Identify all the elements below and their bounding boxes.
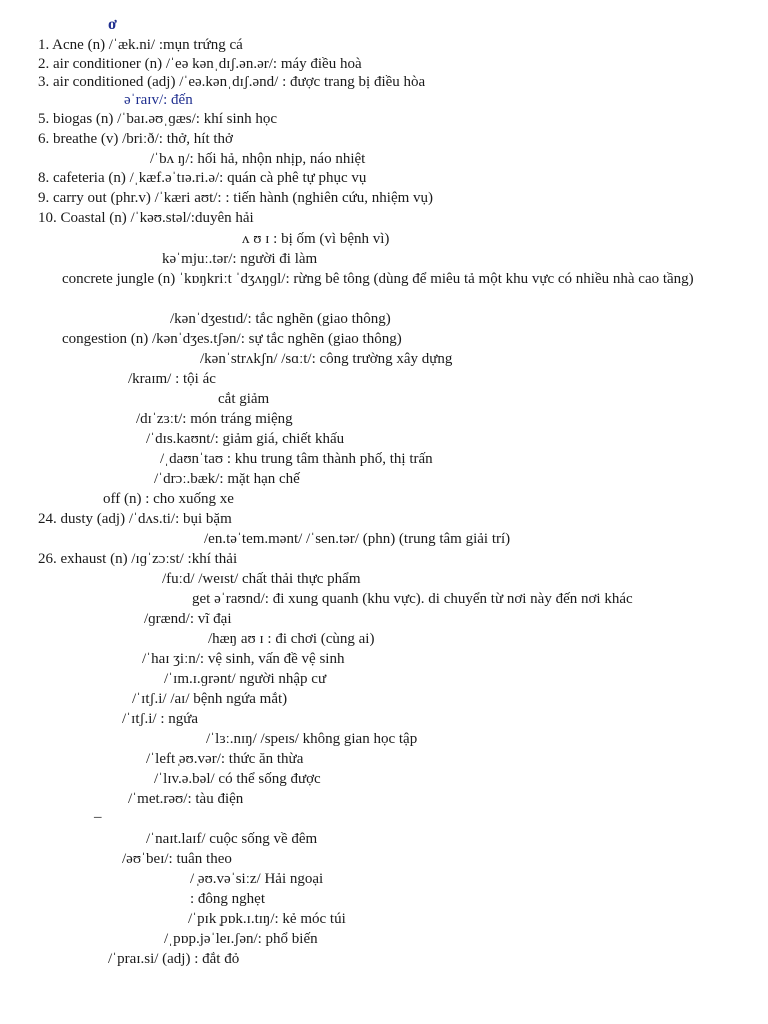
- vocab-entry: /ˈɪm.ɪ.ɡrənt/ người nhập cư: [164, 671, 327, 687]
- vocab-entry: /ˈmet.rəʊ/: tàu điện: [128, 791, 244, 807]
- vocab-entry: kəˈmjuː.tər/: người đi làm: [162, 251, 318, 267]
- vocab-entry: /ˈdrɔː.bæk/: mặt hạn chế: [154, 471, 300, 487]
- vocab-entry: /hæŋ aʊ ɪ : đi chơi (cùng ai): [208, 631, 375, 647]
- vocab-entry: /ɡrænd/: vĩ đại: [144, 611, 232, 627]
- vocab-entry: /ˈɪtʃ.i/ /aɪ/ bệnh ngứa mắt): [132, 691, 288, 707]
- vocab-entry: /ˈnaɪt.laɪf/ cuộc sống về đêm: [146, 831, 318, 847]
- vocab-entry: concrete jungle (n) ˈkɒŋkriːt ˈdʒʌŋɡl/: rừng bê tông (dùng để miêu tả một khu vực có nhiều nhà cao tầng): [62, 271, 694, 287]
- vocab-entry: /ˌpɒp.jəˈleɪ.ʃən/: phổ biến: [164, 931, 318, 947]
- vocab-entry: cắt giảm: [218, 391, 270, 407]
- vocab-entry: 6. breathe (v) /briːð/: thở, hít thở: [38, 131, 233, 147]
- vocab-entry: /ˌdaʊnˈtaʊ : khu trung tâm thành phố, thị trấn: [160, 451, 433, 467]
- vocab-entry: 24. dusty (adj) /ˈdʌs.ti/: bụi bặm: [38, 511, 232, 527]
- vocab-entry: /kraɪm/ : tội ác: [128, 371, 216, 387]
- vocab-entry: / ̩əʊ.vəˈsiːz/ Hải ngoại: [190, 871, 324, 887]
- vocab-entry: /ˈlɜː.nɪŋ/ /speɪs/ không gian học tập: [206, 731, 418, 747]
- vocab-entry: : đông nghẹt: [190, 891, 265, 907]
- dash-mark: –: [94, 809, 102, 825]
- vocab-entry: 9. carry out (phr.v) /ˈkæri aʊt/: : tiến hành (nghiên cứu, nhiệm vụ): [38, 190, 434, 206]
- vocab-entry: /ˈpraɪ.si/ (adj) : đắt đỏ: [108, 951, 240, 967]
- vocab-entry: /ˈbʌ ŋ/: hối hả, nhộn nhịp, náo nhiệt: [150, 151, 366, 167]
- vocab-entry: /kənˈstrʌkʃn/ /sɑːt/: công trường xây dựng: [200, 351, 453, 367]
- vocab-entry: /ˈdɪs.kaʊnt/: giảm giá, chiết khấu: [146, 431, 345, 447]
- vocab-entry: congestion (n) /kənˈdʒes.tʃən/: sự tắc nghẽn (giao thông): [62, 331, 402, 347]
- vocab-entry: /kənˈdʒestɪd/: tắc nghẽn (giao thông): [170, 311, 391, 327]
- vocab-entry: ʌ ʊ ɪ : bị ốm (vì bệnh vì): [242, 231, 390, 247]
- vocab-entry: /ˈɪtʃ.i/ : ngứa: [122, 711, 199, 727]
- vocab-entry: 8. cafeteria (n) /ˌkæf.əˈtɪə.ri.ə/: quán cà phê tự phục vụ: [38, 170, 367, 186]
- vocab-entry: əˈraɪv/: đến: [124, 92, 193, 108]
- vocab-entry: 26. exhaust (n) /ɪɡˈzɔːst/ :khí thải: [38, 551, 238, 567]
- vocab-entry: /ˈhaɪ ʒiːn/: vệ sinh, vấn đề vệ sinh: [142, 651, 345, 667]
- vocab-entry: 1. Acne (n) /ˈæk.ni/ :mụn trứng cá: [38, 37, 243, 53]
- vocab-entry: /fuːd/ /weɪst/ chất thải thực phẩm: [162, 571, 361, 587]
- vocab-entry: /ˈpɪk ̩pɒk.ɪ.tɪŋ/: kẻ móc túi: [188, 911, 346, 927]
- vocab-entry: 5. biogas (n) /ˈbaɪ.əʊˌɡæs/: khí sinh học: [38, 111, 278, 127]
- vocab-entry: /ˈleft ̩əʊ.vər/: thức ăn thừa: [146, 751, 304, 767]
- vocab-entry: /əʊˈbeɪ/: tuân theo: [122, 851, 232, 867]
- vocab-entry: /ˈlɪv.ə.bəl/ có thể sống được: [154, 771, 321, 787]
- vocab-entry: 2. air conditioner (n) /ˈeə kənˌdɪʃ.ən.ər/: máy điều hoà: [38, 56, 362, 72]
- vocab-entry: 3. air conditioned (adj) /ˈeə.kənˌdɪʃ.ənd/ : được trang bị điều hòa: [38, 74, 426, 90]
- vocab-entry: 10. Coastal (n) /ˈkəʊ.stəl/:duyên hải: [38, 210, 254, 226]
- section-heading: ơ: [108, 16, 117, 33]
- vocab-entry: get əˈraʊnd/: đi xung quanh (khu vực). di chuyển từ nơi này đến nơi khác: [192, 591, 633, 607]
- vocab-entry: /en.təˈtem.mənt/ /ˈsen.tər/ (phn) (trung tâm giải trí): [204, 531, 511, 547]
- vocab-entry: /dɪˈzɜːt/: món tráng miệng: [136, 411, 293, 427]
- vocab-entry: off (n) : cho xuống xe: [103, 491, 234, 507]
